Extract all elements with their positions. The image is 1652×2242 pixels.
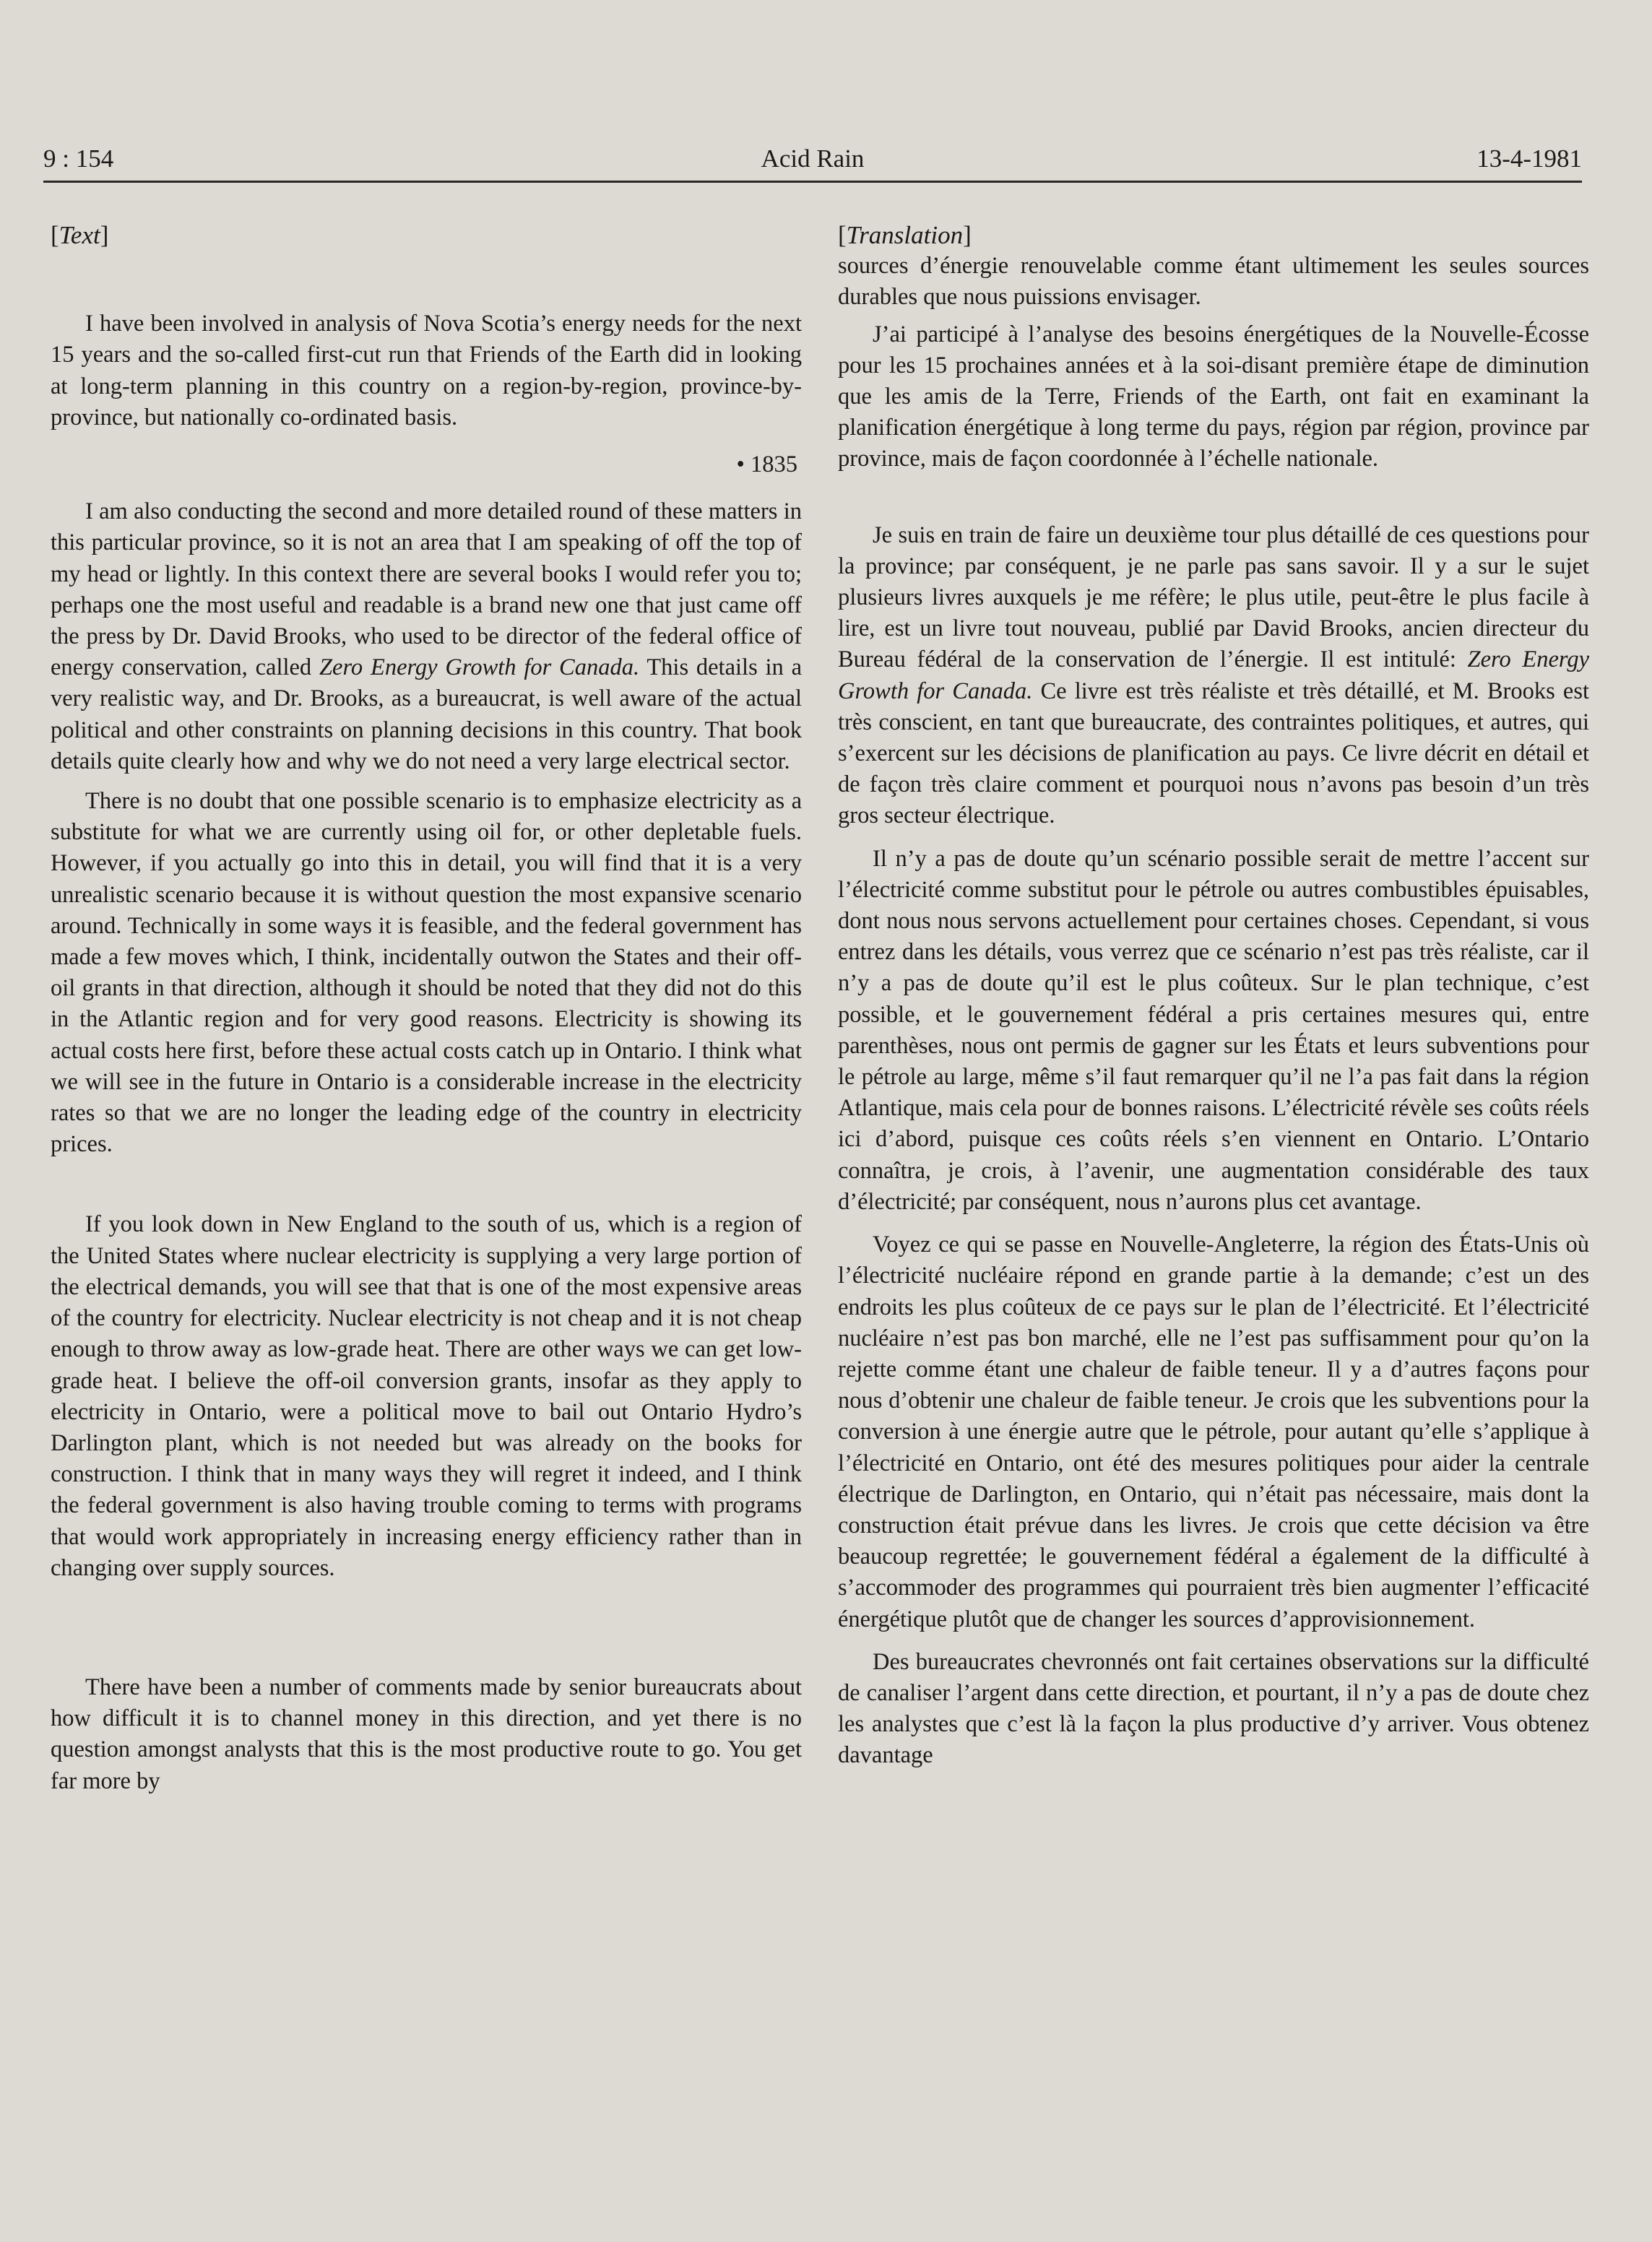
text-label: [Text]	[51, 221, 109, 249]
french-column	[838, 220, 1589, 1772]
paragraph: I am also conducting the second and more detailed round of these matters in this particular province, so it is not an area that I am speaking of off the top of my head or lightly. In this context there are several books I would refer you to; perhaps one the most useful and readable is a brand new one that just came off the press by Dr. David Brooks, who used to be director of the federal office of energy conservation, called Zero Energy Growth for Canada. This details in a very realistic way, and Dr. Brooks, as a bureaucrat, is well aware of the actual political and other constraints on planning decisions in this country. That book details quite clearly how and why we do not need a very large electrical sector.	[51, 498, 803, 774]
paragraph: Il n’y a pas de doute qu’un scénario possible serait de mettre l’accent sur l’électricité comme substitut pour le pétrole ou autres combustibles épuisables, dont nous nous servons actuellement pour certaines choses. Cependant, si vous entrez dans les détails, vous verrez que ce scénario n’est pas très réaliste, car il n’y a pas de doute qu’il est le plus coûteux. Sur le plan technique, c’est possible, et le gouvernement fédéral a pris certaines mesures qui, entre parenthèses, nous ont permis de gagner sur les États et leurs subventions pour le pétrole au large, même s’il faut remarquer qu’il ne l’a pas fait dans la région Atlantique, mais cela pour de bonnes raisons. L’électricité révèle ses coûts réels ici d’abord, puisque ces coûts réels s’en viennent en Ontario. L’Ontario connaîtra, je crois, à l’avenir, une augmentation considérable des taux d’électricité; par conséquent, nous n’aurons plus cet avantage.	[838, 845, 1589, 1215]
header-rule	[43, 181, 1582, 183]
book-title: Zero Energy Growth for Canada.	[838, 646, 1590, 704]
page-date: 13-4-1981	[1476, 144, 1582, 173]
page-number: 9 : 154	[43, 144, 114, 173]
paragraph: Des bureaucrates chevronnés ont fait certaines observations sur la difficulté de canaliser l’argent dans cette direction, et pourtant, il n’y a pas de doute chez les analystes que c’est là la façon la plus productive d’y arriver. Vous obtenez davantage	[838, 1648, 1589, 1769]
paragraph: If you look down in New England to the south of us, which is a region of the United States where nuclear electricity is supplying a very large portion of the electrical demands, you will see that that is one of the most expensive areas of the country for electricity. Nuclear electricity is not cheap and it is not cheap enough to throw away as low-grade heat. There are other ways we can get low-grade heat. I believe the off-oil conversion grants, insofar as they apply to electricity in Ontario, were a political move to bail out Ontario Hydro’s Darlington plant, which is not needed but was already on the books for construction. I think that in many ways they will regret it indeed, and I think the federal government is also having trouble coming to terms with programs that would work appropriately in increasing energy efficiency rather than in changing over supply sources.	[51, 1211, 802, 1581]
paragraph: Voyez ce qui se passe en Nouvelle-Angleterre, la région des États-Unis où l’électricité nucléaire répond en grande partie à la demande; c’est un des endroits les plus coûteux de ce pays sur le plan de l’électricité. Et l’électricité nucléaire n’est pas bon marché, elle ne l’est pas suffisamment pour qu’on la rejette comme étant une chaleur de faible teneur. Il y a d’autres façons pour nous d’obtenir une chaleur de faible teneur. Je crois que les subventions pour la conversion à une énergie autre que le pétrole, pour autant qu’elle s’applique à l’électricité en Ontario, ont été des mesures politiques pour aider la centrale électrique de Darlington, en Ontario, qui n’était pas nécessaire, mais dont la construction était prévue dans les livres. Je crois que cette décision va être beaucoup regrettée; le gouvernement fédéral a également de la difficulté à s’accommoder des programmes qui pourraient très bien augmenter l’efficacité énergétique plutôt que de changer les sources d’approvisionnement.	[838, 1232, 1589, 1632]
paragraph: Je suis en train de faire un deuxième tour plus détaillé de ces questions pour la province; par conséquent, je ne parle pas sans savoir. Il y a sur le sujet plusieurs livres auxquels je me réfère; le plus utile, peut-être le plus facile à lire, est un livre tout nouveau, publié par David Brooks, ancien directeur du Bureau fédéral de la conservation de l’énergie. Il est intitulé: Zero Energy Growth for Canada. Ce livre est très réaliste et très détaillé, et M. Brooks est très conscient, en tant que bureaucrate, des contraintes politiques, et autres, qui s’exercent sur les décisions de planification au pays. Ce livre décrit en détail et de façon très claire comment et pourquoi nous n’avons pas besoin d’un très gros secteur électrique.	[838, 521, 1590, 829]
paragraph: I have been involved in analysis of Nova Scotia’s energy needs for the next 15 years and the so-called first-cut run that Friends of the Earth did in looking at long-term planning in this country on a region-by-region, province-by-province, but nationally co-ordinated basis.	[51, 311, 802, 430]
paragraph: There is no doubt that one possible scenario is to emphasize electricity as a substitute for what we are currently using oil for, or other depletable fuels. However, if you actually go into this in detail, you will find that it is a very unrealistic scenario because it is without question the most expansive scenario around. Technically in some ways it is feasible, and the federal government has made a few moves which, I think, incidentally outwon the States and their off-oil grants in that direction, although it should be noted that they did not do this in the Atlantic region and for very good reasons. Electricity is showing its actual costs here first, before these actual costs catch up in Ontario. I think what we will see in the future in Ontario is a considerable increase in the electricity rates so that we are no longer the leading edge of the country in electricity prices.	[51, 788, 802, 1158]
paragraph: sources d’énergie renouvelable comme étant ultimement les seules sources durables que nous puissions envisager.	[838, 253, 1589, 311]
translation-label: [Translation]	[838, 221, 972, 249]
time-marker: • 1835	[736, 451, 797, 478]
paragraph: J’ai participé à l’analyse des besoins énergétiques de la Nouvelle-Écosse pour les 15 prochaines années et à la soi-disant première étape de diminution que les amis de la Terre, Friends of the Earth, ont fait en examinant la planification énergétique à long terme du pays, région par région, province par province, mais de façon coordonnée à l’échelle nationale.	[838, 321, 1589, 472]
book-title: Zero Energy Growth for Canada.	[319, 654, 640, 681]
page-title: Acid Rain	[761, 144, 865, 173]
english-column	[51, 220, 802, 1797]
paragraph: There have been a number of comments made by senior bureaucrats about how difficult it is to channel money in this direction, and yet there is no question amongst analysts that this is the most productive route to go. You get far more by	[51, 1674, 802, 1794]
page-header	[43, 144, 1582, 182]
